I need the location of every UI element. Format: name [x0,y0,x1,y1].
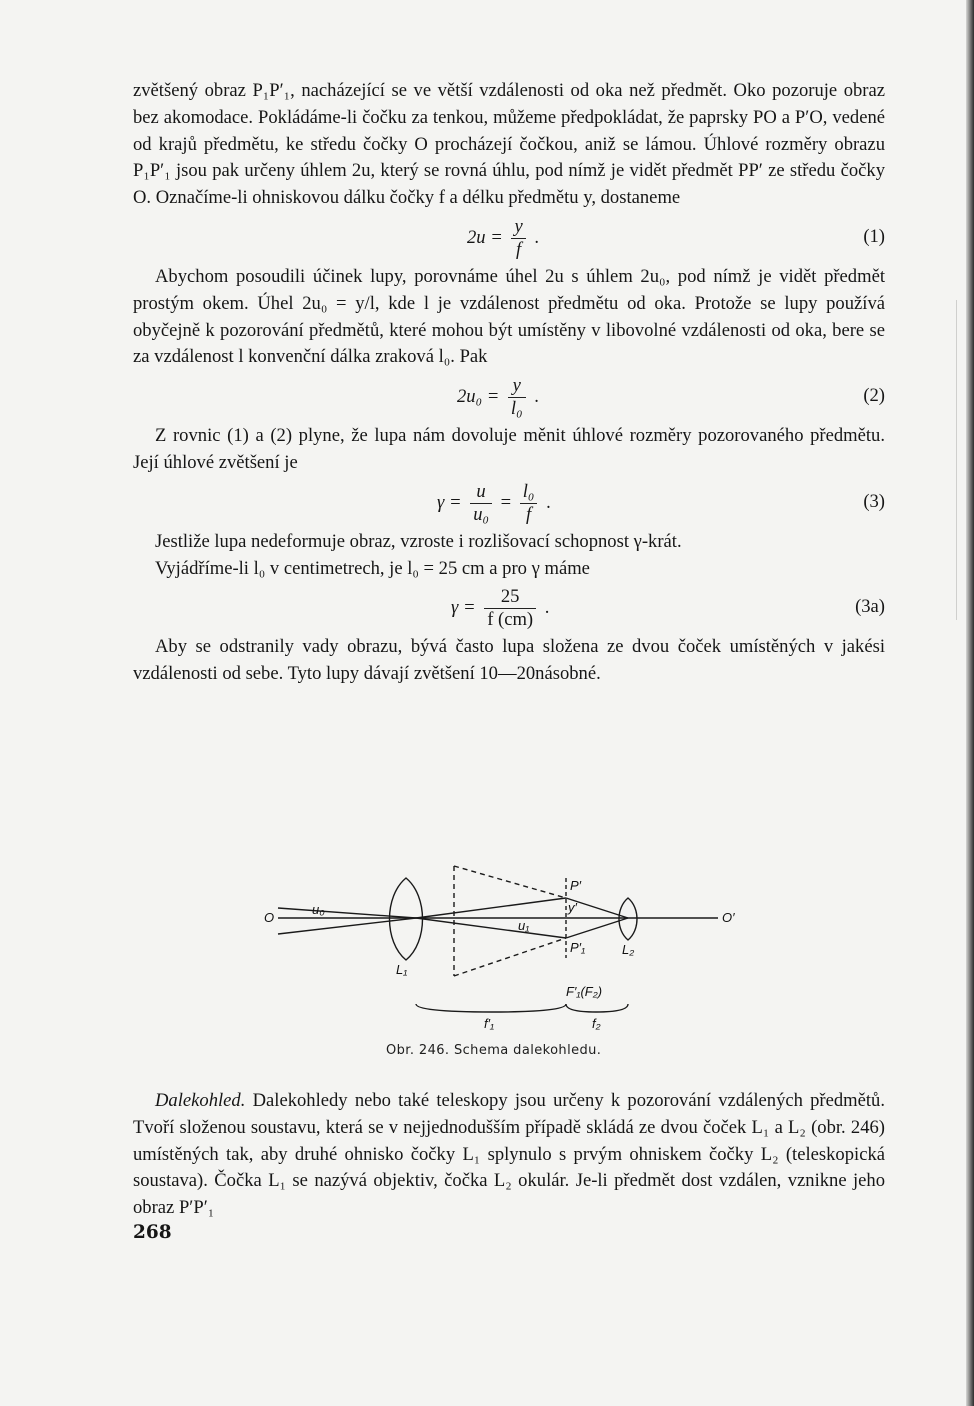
eq3a-fraction [484,586,536,631]
paragraph-2: Abychom posoudili účinek lupy, porovnáme úhel 2u s úhlem 2u₀, pod nímž je vidět předmět prostým okem. Úhel 2u₀ = y/l, kde l je vzdálenost předmětu od oka. Protože se lupy používá obyčejně k pozorování předmětů, které mohou být umístěny v libovolné vzdálenosti od oka, bere se za vzdálenost l konvenční dálka zraková l₀. Pak [133,265,885,368]
eq3a-period: . [544,597,550,619]
ray-lower [278,918,416,934]
paragraph-3: Z rovnic (1) a (2) plyne, že lupa nám dovoluje měnit úhlové rozměry pozorovaného předmětu. Její úhlové zvětšení je [133,425,885,473]
eq2-number: (2) [863,385,885,407]
label-gamma-prime: y′ [568,900,577,915]
brace-f2 [566,1004,628,1012]
equation-2 [133,371,885,423]
eq3-numerator-1: u [470,481,492,504]
eq2-lhs: 2u₀ = [457,385,500,407]
label-f1: f′₁ [484,1016,495,1031]
eq3-numerator-2: l₀ [520,481,538,504]
label-f2: f₂ [592,1016,601,1031]
text-column-bottom [133,1088,885,1222]
paragraph-5: Vyjádříme-li l₀ v centimetrech, je l₀ = 25 cm a pro γ máme [155,557,590,579]
ray-to-image [416,898,566,918]
eq3-denominator-2: f [526,503,532,525]
ray-eyepiece-2 [566,918,628,938]
ray-through [416,918,566,938]
page-crease [956,300,957,620]
equation-1 [133,212,885,264]
paragraph-6: Aby se odstranily vady obrazu, bývá často lupa složena ze dvou čoček umístěných v jakési vzdálenosti od sebe. Tyto lupy dávají zvětšení 10—20násobné. [133,636,885,685]
brace-f1 [416,1004,566,1012]
paragraph-4: Jestliže lupa nedeformuje obraz, vzroste i rozlišovací schopnost γ-krát. [155,530,682,552]
telescope-diagram [256,856,746,1034]
label-L2: L₂ [622,942,635,957]
eq1-period: . [534,226,540,248]
text-column [133,78,885,688]
page-number: 268 [133,1222,172,1243]
eq3-equals: = [500,491,512,513]
label-focus: F′₁(F₂) [566,984,603,999]
eq3-lhs: γ = [437,491,462,513]
eq2-numerator: y [508,375,526,398]
eq1-fraction [511,216,525,261]
label-P1-prime: P′₁ [570,940,586,955]
eq3a-numerator: 25 [484,586,536,609]
eq3-denominator-1: u₀ [473,503,489,525]
ray-upper [278,908,416,918]
eq3a-denominator: f (cm) [487,609,534,631]
eq2-fraction [508,375,526,420]
equation-3a [133,582,885,634]
eq3-number: (3) [863,490,885,512]
label-L1: L₁ [396,962,408,977]
label-u1: u₁ [518,918,530,933]
page-edge-shadow [966,0,974,1406]
equation-3 [133,477,885,529]
eq3-period: . [546,491,551,513]
eq1-denominator: f [516,238,522,260]
paragraph-7 [133,1088,885,1222]
paragraph-1: zvětšený obraz P₁P′₁, nacházející se ve větší vzdálenosti od oka než předmět. Oko pozoruje obraz bez akomodace. Pokládáme-li čočku za tenkou, můžeme předpokládat, že paprsky PO a P′O, vedené od krajů předmětu, ke středu čočky O procházejí čočkou, aniž se lámou. Úhlové rozměry obrazu P₁P′₁ jsou pak určeny úhlem 2u, který se rovná úhlu, pod nímž je vidět předmět PP′ ze středu čočky O. Označíme-li ohniskovou dálku čočky f a délku předmětu y, dostaneme [133,80,885,209]
paragraph-7-text: Dalekohledy nebo také teleskopy jsou určeny k pozorování vzdálených předmětů. Tvoří složenou soustavu, která se v nejjednodušším případě skládá ze dvou čoček L₁ a L₂ (obr. 246) umístěných tak, aby druhé ohnisko čočky L₁ splynulo s prvým ohniskem čočky L₂ (teleskopická soustava). Čočka L₁ se nazývá objektiv, čočka L₂ okulár. Je-li předmět dost vzdálen, vznikne jeho obraz P′P′₁ [133,1090,886,1219]
eq3-fraction-2 [520,481,538,526]
eq3-fraction-1 [470,481,492,526]
eq1-lhs: 2u = [467,226,503,248]
label-P-prime: P′ [570,878,582,893]
eq1-numerator: y [511,216,525,239]
eq2-denominator: l₀ [510,398,523,420]
eyepiece-lens-L2 [619,898,637,940]
section-head-dalekohled: Dalekohled. [155,1090,246,1111]
label-u0: u₀ [312,902,325,917]
label-O: O [264,910,275,925]
label-O-prime: O′ [722,910,735,925]
eq3a-number: (3a) [855,596,885,618]
eq2-period: . [534,385,539,407]
eq1-number: (1) [863,225,885,247]
figure-caption: Obr. 246. Schema dalekohledu. [386,1043,602,1058]
dashed-cone [454,866,566,976]
eq3a-lhs: γ = [451,597,476,619]
